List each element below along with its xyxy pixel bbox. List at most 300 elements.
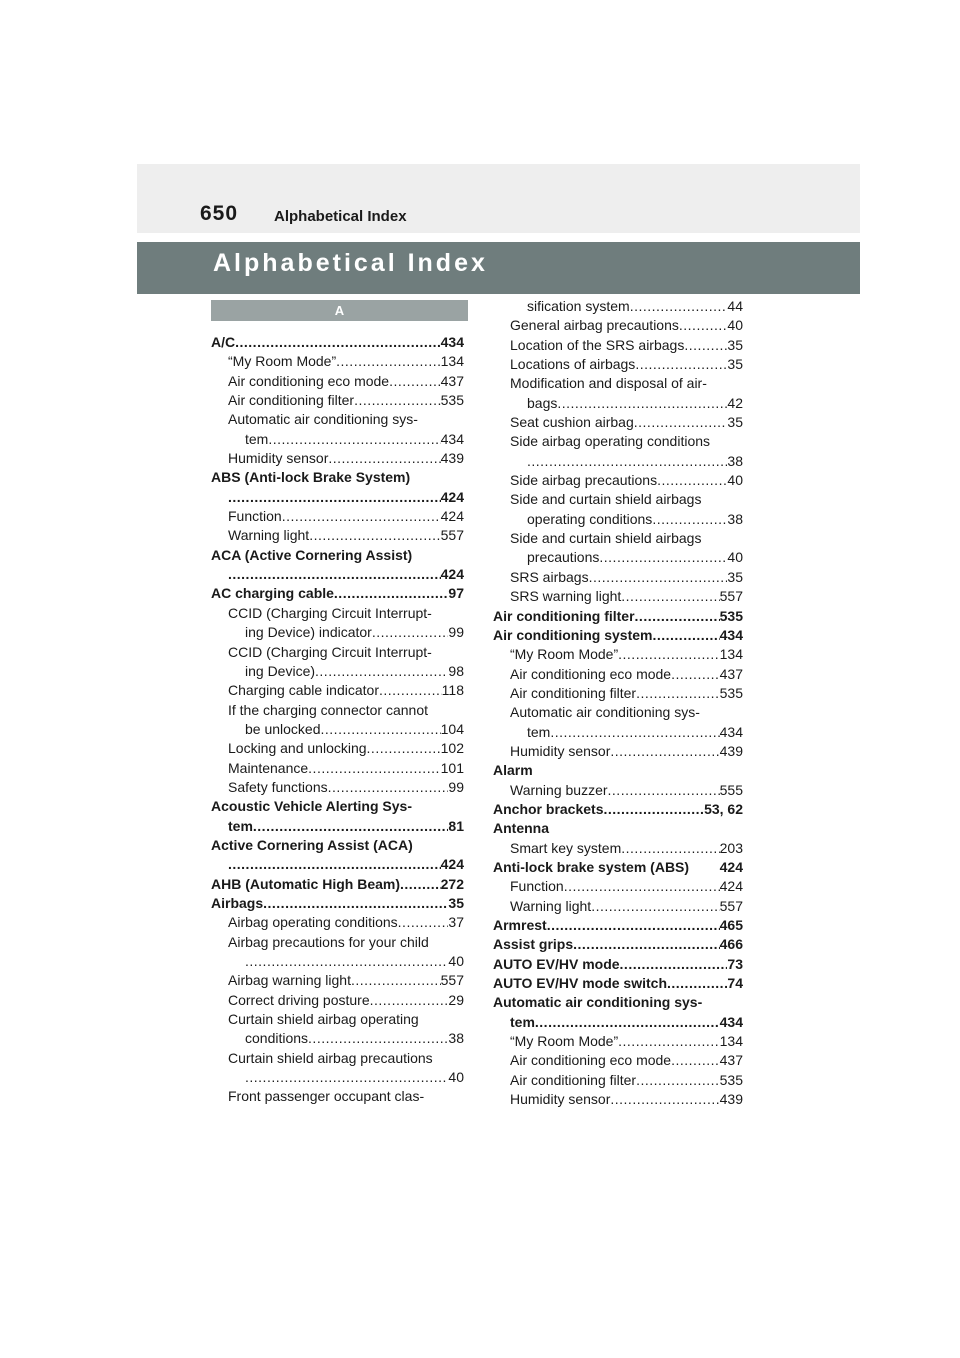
index-subentry bbox=[211, 643, 464, 682]
dot-leader bbox=[657, 471, 727, 490]
entry-text: Air conditioning eco mode bbox=[510, 1052, 672, 1069]
entry-text: Safety functions bbox=[228, 778, 328, 795]
dot-leader bbox=[634, 413, 728, 432]
page-reference: 424 bbox=[440, 488, 464, 505]
index-subentry bbox=[493, 374, 743, 413]
entry-text: Side and curtain shield airbags bbox=[510, 491, 702, 508]
entry-line bbox=[510, 452, 743, 471]
entry-text: Automatic air conditioning sys- bbox=[493, 994, 703, 1011]
index-entry bbox=[211, 468, 464, 507]
page-title: Alphabetical Index bbox=[213, 249, 488, 277]
dot-leader bbox=[253, 817, 449, 836]
page-reference: 437 bbox=[719, 1052, 743, 1069]
entry-line bbox=[510, 1051, 743, 1070]
dot-leader bbox=[228, 488, 441, 507]
page-reference: 466 bbox=[719, 936, 743, 953]
entry-text: Front passenger occupant clas- bbox=[228, 1088, 425, 1105]
page-reference: 424 bbox=[440, 508, 464, 525]
dot-leader bbox=[328, 778, 449, 797]
entry-text: be unlocked bbox=[245, 720, 321, 737]
index-entry bbox=[211, 333, 464, 352]
dot-leader bbox=[308, 759, 440, 778]
index-entry bbox=[493, 800, 743, 819]
index-subentry bbox=[493, 703, 743, 742]
index-entry bbox=[211, 584, 464, 603]
entry-line bbox=[510, 374, 743, 393]
index-subentry bbox=[493, 413, 743, 432]
entry-line bbox=[510, 297, 743, 316]
dot-leader bbox=[679, 316, 728, 335]
entry-text: tem bbox=[510, 1013, 535, 1030]
index-subentry bbox=[493, 471, 743, 490]
dot-leader bbox=[308, 1029, 448, 1048]
index-entry bbox=[493, 626, 743, 645]
dot-leader bbox=[630, 297, 728, 316]
index-entry bbox=[493, 858, 743, 877]
page-reference: 434 bbox=[719, 723, 743, 740]
index-subentry bbox=[493, 587, 743, 606]
entry-text: Airbags bbox=[211, 894, 264, 911]
dot-leader bbox=[557, 394, 727, 413]
index-subentry bbox=[211, 507, 464, 526]
dot-leader bbox=[336, 352, 441, 371]
entry-text: Warning light bbox=[510, 897, 592, 914]
entry-text: Humidity sensor bbox=[228, 450, 329, 467]
index-subentry bbox=[493, 490, 743, 529]
dot-leader bbox=[684, 336, 727, 355]
dot-leader bbox=[610, 1090, 719, 1109]
entry-text: Maintenance bbox=[228, 759, 309, 776]
page-reference: 134 bbox=[440, 353, 464, 370]
entry-text: Automatic air conditioning sys- bbox=[228, 411, 418, 428]
page-reference: 424 bbox=[440, 566, 464, 583]
entry-text: ing Device) indicator bbox=[245, 624, 372, 641]
entry-line bbox=[493, 974, 743, 993]
entry-text: Airbag operating conditions bbox=[228, 914, 398, 931]
dot-leader bbox=[564, 877, 720, 896]
index-subentry bbox=[211, 991, 464, 1010]
entry-line bbox=[228, 604, 464, 623]
entry-line bbox=[211, 468, 464, 487]
entry-text: Location of the SRS airbags bbox=[510, 336, 685, 353]
entry-text: Warning buzzer bbox=[510, 781, 608, 798]
entry-line bbox=[228, 991, 464, 1010]
dot-leader bbox=[228, 855, 441, 874]
entry-line bbox=[228, 430, 464, 449]
index-subentry bbox=[493, 355, 743, 374]
page-reference: 40 bbox=[727, 549, 743, 566]
dot-leader bbox=[235, 333, 441, 352]
index-column-left bbox=[211, 333, 464, 1107]
page-reference: 99 bbox=[448, 778, 464, 795]
index-subentry bbox=[211, 1010, 464, 1049]
index-entry bbox=[493, 935, 743, 954]
entry-line bbox=[228, 449, 464, 468]
entry-text: Automatic air conditioning sys- bbox=[510, 704, 700, 721]
page-reference: 101 bbox=[440, 759, 464, 776]
index-subentry bbox=[211, 739, 464, 758]
entry-line bbox=[510, 723, 743, 742]
page-reference: 104 bbox=[440, 720, 464, 737]
index-subentry bbox=[211, 352, 464, 371]
entry-line bbox=[228, 372, 464, 391]
section-letter: A bbox=[211, 300, 468, 321]
page-reference: 434 bbox=[440, 430, 464, 447]
page-reference: 557 bbox=[440, 527, 464, 544]
index-entry bbox=[493, 819, 743, 838]
dot-leader bbox=[228, 565, 441, 584]
page-reference: 437 bbox=[440, 372, 464, 389]
entry-text: Side airbag operating conditions bbox=[510, 433, 711, 450]
page-reference: 37 bbox=[448, 914, 464, 931]
entry-text: sification system bbox=[527, 298, 630, 314]
entry-line bbox=[228, 507, 464, 526]
entry-line bbox=[493, 858, 743, 877]
entry-text: AHB (Automatic High Beam) bbox=[211, 875, 401, 892]
index-entry bbox=[211, 546, 464, 585]
index-entry bbox=[493, 916, 743, 935]
dot-leader bbox=[334, 584, 449, 603]
index-subentry bbox=[493, 665, 743, 684]
entry-line bbox=[211, 836, 464, 855]
entry-line bbox=[211, 875, 464, 894]
entry-line bbox=[510, 413, 743, 432]
dot-leader bbox=[667, 974, 727, 993]
page-reference: 555 bbox=[719, 781, 743, 798]
index-subentry bbox=[211, 1087, 464, 1106]
entry-line bbox=[510, 471, 743, 490]
entry-text: “My Room Mode” bbox=[228, 353, 337, 370]
entry-line bbox=[510, 510, 743, 529]
entry-text: Charging cable indicator bbox=[228, 682, 379, 699]
entry-text: Warning light bbox=[228, 527, 310, 544]
entry-line bbox=[228, 1087, 464, 1106]
index-subentry bbox=[493, 742, 743, 761]
index-subentry bbox=[211, 971, 464, 990]
entry-line bbox=[510, 568, 743, 587]
entry-line bbox=[211, 855, 464, 874]
index-subentry bbox=[493, 1051, 743, 1070]
entry-text: Alarm bbox=[493, 762, 533, 779]
dot-leader bbox=[620, 955, 728, 974]
entry-text: Air conditioning filter bbox=[493, 607, 635, 624]
dot-leader bbox=[671, 665, 720, 684]
index-subentry bbox=[493, 1090, 743, 1109]
entry-line bbox=[510, 490, 743, 509]
index-entry bbox=[493, 761, 743, 780]
entry-line bbox=[510, 703, 743, 722]
index-subentry bbox=[211, 933, 464, 972]
entry-line bbox=[228, 971, 464, 990]
dot-leader bbox=[354, 391, 441, 410]
entry-text: A/C bbox=[211, 334, 236, 350]
page-reference: 557 bbox=[719, 897, 743, 914]
entry-line bbox=[510, 839, 743, 858]
dot-leader bbox=[263, 894, 448, 913]
entry-line bbox=[493, 916, 743, 935]
entry-text: Airbag warning light bbox=[228, 972, 351, 989]
dot-leader bbox=[527, 452, 727, 471]
page-reference: 44 bbox=[727, 298, 743, 314]
page-reference: 424 bbox=[440, 856, 464, 873]
page-reference: 38 bbox=[448, 1030, 464, 1047]
page-reference: 439 bbox=[719, 742, 743, 759]
entry-line bbox=[510, 1032, 743, 1051]
dot-leader bbox=[328, 449, 440, 468]
entry-text: Function bbox=[228, 508, 282, 525]
entry-line bbox=[211, 817, 464, 836]
page-header-band bbox=[137, 164, 860, 233]
entry-line bbox=[510, 529, 743, 548]
entry-text: tem bbox=[527, 723, 551, 740]
entry-text: Air conditioning eco mode bbox=[510, 665, 672, 682]
page-reference: 53, 62 bbox=[704, 800, 743, 817]
page-reference: 434 bbox=[719, 1013, 743, 1030]
page-reference: 437 bbox=[719, 665, 743, 682]
entry-text: CCID (Charging Circuit Interrupt- bbox=[228, 604, 432, 621]
entry-line bbox=[228, 1010, 464, 1029]
dot-leader bbox=[621, 839, 719, 858]
dot-leader bbox=[652, 510, 727, 529]
dot-leader bbox=[321, 720, 441, 739]
index-entry bbox=[493, 955, 743, 974]
page-reference: 465 bbox=[719, 917, 743, 933]
page-reference: 424 bbox=[719, 858, 743, 875]
entry-text: Airbag precautions for your child bbox=[228, 933, 429, 950]
dot-leader bbox=[591, 897, 719, 916]
entry-line bbox=[493, 935, 743, 954]
dot-leader bbox=[379, 681, 442, 700]
entry-text: SRS airbags bbox=[510, 568, 589, 585]
entry-line bbox=[228, 391, 464, 410]
page-reference: 424 bbox=[719, 878, 743, 895]
entry-line bbox=[228, 410, 464, 429]
entry-text: General airbag precautions bbox=[510, 317, 679, 334]
index-entry bbox=[493, 993, 743, 1032]
entry-text: Function bbox=[510, 878, 564, 895]
dot-leader bbox=[398, 913, 449, 932]
entry-line bbox=[493, 993, 743, 1012]
page-number: 650 bbox=[200, 202, 239, 225]
page-reference: 73 bbox=[727, 955, 743, 972]
page-reference: 439 bbox=[440, 450, 464, 467]
dot-leader bbox=[635, 355, 727, 374]
entry-text: Modification and disposal of air- bbox=[510, 375, 707, 392]
entry-text: Curtain shield airbag operating bbox=[228, 1011, 419, 1028]
dot-leader bbox=[635, 607, 720, 626]
entry-line bbox=[510, 316, 743, 335]
entry-text: Air conditioning eco mode bbox=[228, 372, 390, 389]
index-entry bbox=[211, 875, 464, 894]
index-subentry bbox=[211, 681, 464, 700]
page-reference: 38 bbox=[727, 510, 743, 527]
entry-line bbox=[493, 761, 743, 780]
entry-line bbox=[228, 913, 464, 932]
entry-line bbox=[510, 684, 743, 703]
dot-leader bbox=[636, 1071, 720, 1090]
index-subentry bbox=[493, 684, 743, 703]
index-subentry bbox=[493, 432, 743, 471]
index-subentry bbox=[211, 778, 464, 797]
entry-text: Armrest bbox=[493, 917, 547, 933]
entry-line bbox=[510, 432, 743, 451]
index-subentry bbox=[493, 897, 743, 916]
index-subentry bbox=[211, 449, 464, 468]
entry-text: AC charging cable bbox=[211, 585, 334, 602]
entry-text: Air conditioning filter bbox=[510, 1071, 637, 1088]
entry-line bbox=[211, 584, 464, 603]
entry-line bbox=[228, 662, 464, 681]
entry-line bbox=[228, 623, 464, 642]
entry-line bbox=[228, 952, 464, 971]
index-subentry bbox=[493, 781, 743, 800]
entry-line bbox=[228, 1029, 464, 1048]
page-reference: 74 bbox=[727, 975, 743, 992]
entry-text: Correct driving posture bbox=[228, 991, 370, 1008]
page-reference: 38 bbox=[727, 452, 743, 469]
index-subentry bbox=[493, 529, 743, 568]
page-reference: 29 bbox=[448, 991, 464, 1008]
index-subentry bbox=[493, 839, 743, 858]
entry-line bbox=[493, 1013, 743, 1032]
index-entry bbox=[211, 797, 464, 836]
page-reference: 535 bbox=[719, 607, 743, 624]
page-reference: 535 bbox=[719, 684, 743, 701]
entry-line bbox=[228, 778, 464, 797]
entry-line bbox=[510, 548, 743, 567]
entry-text: Air conditioning system bbox=[493, 626, 653, 643]
index-subentry bbox=[211, 410, 464, 449]
entry-line bbox=[228, 526, 464, 545]
index-entry bbox=[211, 836, 464, 875]
dot-leader bbox=[309, 526, 440, 545]
index-entry bbox=[493, 974, 743, 993]
dot-leader bbox=[589, 568, 728, 587]
entry-text: “My Room Mode” bbox=[510, 646, 619, 663]
page-reference: 118 bbox=[441, 682, 464, 699]
page-reference: 439 bbox=[719, 1091, 743, 1108]
dot-leader bbox=[370, 991, 449, 1010]
running-title: Alphabetical Index bbox=[274, 208, 407, 225]
entry-text: AUTO EV/HV mode bbox=[493, 955, 620, 972]
page-reference: 102 bbox=[440, 740, 464, 757]
entry-text: conditions bbox=[245, 1030, 309, 1047]
dot-leader bbox=[367, 739, 441, 758]
page-reference: 40 bbox=[727, 317, 743, 334]
index-subentry bbox=[493, 316, 743, 335]
index-subentry bbox=[211, 913, 464, 932]
entry-text: tem bbox=[228, 817, 253, 834]
entry-text: Seat cushion airbag bbox=[510, 414, 634, 431]
entry-line bbox=[211, 894, 464, 913]
entry-line bbox=[228, 681, 464, 700]
entry-text: Antenna bbox=[493, 820, 549, 837]
page-reference: 35 bbox=[448, 894, 464, 911]
entry-text: ACA (Active Cornering Assist) bbox=[211, 546, 413, 563]
page-reference: 97 bbox=[448, 585, 464, 602]
dot-leader bbox=[599, 548, 727, 567]
index-subentry bbox=[211, 372, 464, 391]
index-subentry bbox=[211, 1049, 464, 1088]
entry-text: Locations of airbags bbox=[510, 356, 636, 373]
dot-leader bbox=[535, 1013, 720, 1032]
page-reference: 35 bbox=[727, 356, 743, 373]
entry-text: If the charging connector cannot bbox=[228, 701, 429, 718]
dot-leader bbox=[608, 781, 720, 800]
dot-leader bbox=[621, 587, 719, 606]
entry-line bbox=[510, 645, 743, 664]
index-subentry bbox=[493, 336, 743, 355]
index-subentry bbox=[493, 1071, 743, 1090]
page-reference: 434 bbox=[440, 334, 464, 350]
entry-line bbox=[228, 701, 464, 720]
entry-line bbox=[493, 607, 743, 626]
entry-text: AUTO EV/HV mode switch bbox=[493, 975, 667, 992]
page-reference: 99 bbox=[448, 624, 464, 641]
page-reference: 557 bbox=[719, 588, 743, 605]
entry-text: Anti-lock brake system (ABS) bbox=[493, 858, 690, 875]
page-reference: 40 bbox=[448, 1069, 464, 1086]
entry-line bbox=[211, 797, 464, 816]
page-reference: 134 bbox=[719, 1033, 743, 1050]
index-subentry bbox=[493, 297, 743, 316]
entry-line bbox=[228, 1068, 464, 1087]
page-reference: 35 bbox=[727, 414, 743, 431]
entry-text: SRS warning light bbox=[510, 588, 622, 605]
entry-line bbox=[228, 643, 464, 662]
entry-line bbox=[510, 877, 743, 896]
entry-line bbox=[228, 1049, 464, 1068]
page-reference: 557 bbox=[440, 972, 464, 989]
entry-line bbox=[510, 781, 743, 800]
entry-line bbox=[211, 333, 464, 352]
entry-text: Side airbag precautions bbox=[510, 472, 658, 489]
entry-text: ABS (Anti-lock Brake System) bbox=[211, 469, 411, 486]
index-entry bbox=[211, 894, 464, 913]
index-subentry bbox=[211, 391, 464, 410]
index-subentry bbox=[211, 604, 464, 643]
entry-text: Active Cornering Assist (ACA) bbox=[211, 836, 413, 853]
entry-line bbox=[211, 488, 464, 507]
page-reference: 40 bbox=[727, 472, 743, 489]
entry-line bbox=[510, 897, 743, 916]
dot-leader bbox=[547, 916, 720, 935]
dot-leader bbox=[610, 742, 719, 761]
index-subentry bbox=[211, 759, 464, 778]
dot-leader bbox=[351, 971, 441, 990]
entry-line bbox=[493, 626, 743, 645]
page-reference: 35 bbox=[727, 568, 743, 585]
entry-text: Air conditioning filter bbox=[228, 392, 355, 409]
dot-leader bbox=[652, 626, 719, 645]
entry-line bbox=[493, 955, 743, 974]
dot-leader bbox=[618, 1032, 720, 1051]
entry-text: Air conditioning filter bbox=[510, 684, 637, 701]
page-reference: 535 bbox=[440, 392, 464, 409]
dot-leader bbox=[282, 507, 441, 526]
entry-line bbox=[211, 565, 464, 584]
entry-text: Assist grips bbox=[493, 936, 574, 953]
dot-leader bbox=[400, 875, 441, 894]
index-subentry bbox=[493, 1032, 743, 1051]
entry-text: tem bbox=[245, 430, 269, 447]
entry-line bbox=[510, 1071, 743, 1090]
entry-line bbox=[510, 665, 743, 684]
entry-line bbox=[510, 742, 743, 761]
entry-line bbox=[228, 739, 464, 758]
dot-leader bbox=[315, 662, 448, 681]
entry-line bbox=[228, 759, 464, 778]
